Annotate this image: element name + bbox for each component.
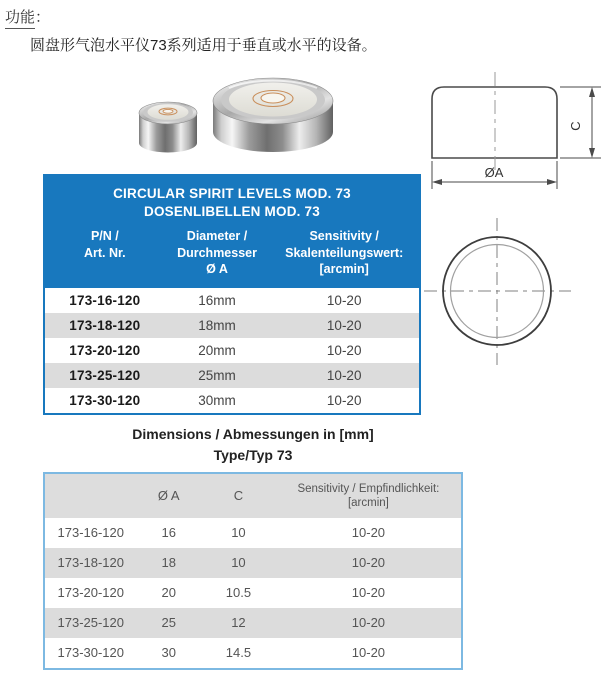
large-spirit-level	[213, 78, 333, 152]
cell-diameter: 25mm	[198, 367, 236, 383]
dimensions-heading-line1: Dimensions / Abmessungen in [mm]	[132, 426, 374, 442]
spec-table-title-de: DOSENLIBELLEN MOD. 73	[144, 204, 320, 219]
cell-pn: 173-16-120	[69, 292, 141, 308]
cell-diameter: 20mm	[198, 342, 236, 358]
spec-table-column-headers	[45, 228, 419, 278]
cell-a: 18	[161, 555, 176, 570]
column-header-c: C	[233, 488, 244, 503]
spirit-levels-photo	[100, 70, 400, 170]
table-row	[45, 548, 461, 578]
function-label	[5, 6, 50, 27]
table-row	[45, 608, 461, 638]
product-photo	[100, 70, 400, 175]
cell-a: 25	[161, 615, 176, 630]
top-view-drawing	[418, 213, 578, 376]
cell-pn: 173-20-120	[57, 585, 124, 600]
cell-sensitivity: 10-20	[351, 615, 386, 630]
column-header-sensitivity: Sensitivity / Empfindlichkeit: [arcmin]	[297, 483, 440, 509]
cell-a: 16	[161, 525, 176, 540]
table-row	[45, 578, 461, 608]
column-header-diameter: Diameter / Durchmesser Ø A	[177, 229, 257, 276]
table-row	[45, 288, 419, 313]
cell-diameter: 18mm	[198, 317, 236, 333]
cell-sensitivity: 10-20	[326, 292, 362, 308]
cell-sensitivity: 10-20	[326, 367, 362, 383]
table-row	[45, 388, 419, 413]
column-header-empty	[45, 474, 137, 518]
column-header-sensitivity: Sensitivity / Skalenteilungswert: [arcmin]	[285, 229, 404, 276]
cell-sensitivity: 10-20	[351, 645, 386, 660]
column-header-pn: P/N / Art. Nr.	[83, 229, 126, 260]
cell-c: 10	[231, 525, 246, 540]
cell-a: 20	[161, 585, 176, 600]
dimensions-heading-line2: Type/Typ 73	[213, 447, 293, 463]
table-row	[45, 338, 419, 363]
top-view-svg	[418, 213, 578, 371]
product-description: 圆盘形气泡水平仪73系列适用于垂直或水平的设备。	[30, 37, 377, 54]
dimension-label-c: C	[568, 121, 583, 131]
dimensions-heading	[43, 424, 463, 466]
dimensions-table	[43, 472, 463, 670]
cell-pn: 173-18-120	[57, 555, 124, 570]
side-view-svg	[420, 68, 610, 198]
cell-c: 10	[231, 555, 246, 570]
spec-table-title-en: CIRCULAR SPIRIT LEVELS MOD. 73	[113, 186, 351, 201]
table-row	[45, 638, 461, 668]
function-label-colon: ：	[35, 9, 51, 26]
cell-pn: 173-25-120	[57, 615, 124, 630]
cell-pn: 173-18-120	[69, 317, 141, 333]
side-view-drawing	[420, 68, 610, 203]
dimension-label-diameter: ØA	[484, 165, 504, 180]
table-row	[45, 313, 419, 338]
cell-sensitivity: 10-20	[351, 525, 386, 540]
spec-table-header	[45, 176, 419, 288]
cell-pn: 173-20-120	[69, 342, 141, 358]
cell-diameter: 16mm	[198, 292, 236, 308]
cell-pn: 173-30-120	[57, 645, 124, 660]
function-label-text: 功能	[5, 9, 35, 29]
cell-a: 30	[161, 645, 176, 660]
cell-c: 10.5	[225, 585, 252, 600]
cell-sensitivity: 10-20	[326, 342, 362, 358]
column-header-a: Ø A	[157, 488, 180, 503]
dimensions-table-header	[45, 474, 461, 518]
small-spirit-level	[139, 102, 197, 153]
cell-pn: 173-16-120	[57, 525, 124, 540]
table-row	[45, 518, 461, 548]
cell-sensitivity: 10-20	[326, 317, 362, 333]
cell-sensitivity: 10-20	[351, 555, 386, 570]
cell-c: 14.5	[225, 645, 252, 660]
cell-pn: 173-30-120	[69, 392, 141, 408]
cell-sensitivity: 10-20	[351, 585, 386, 600]
cell-c: 12	[231, 615, 246, 630]
cell-sensitivity: 10-20	[326, 392, 362, 408]
cell-diameter: 30mm	[198, 392, 236, 408]
cell-pn: 173-25-120	[69, 367, 141, 383]
table-row	[45, 363, 419, 388]
spec-table	[43, 174, 421, 415]
